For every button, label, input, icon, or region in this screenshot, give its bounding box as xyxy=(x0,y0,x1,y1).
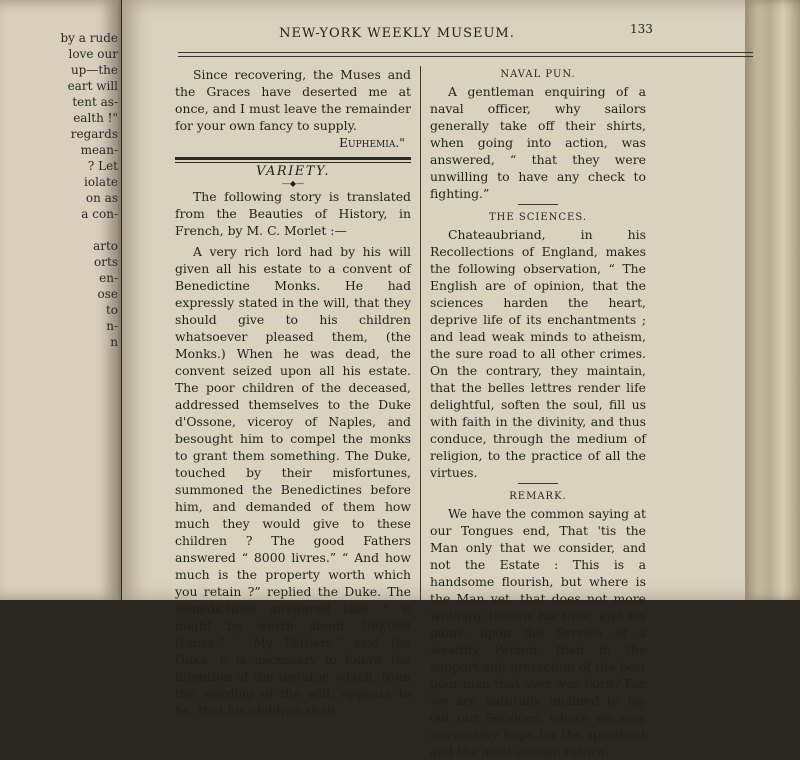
variety-heading: VARIETY. xyxy=(255,164,331,179)
fragment-line: n- xyxy=(106,319,118,333)
page-number: 133 xyxy=(630,22,653,36)
remark-text: We have the common saying at our Tongues end, That 'tis the Man only that we consider, and not the Estate : This is a handsome flourish, but where is the Man yet, that does not more willingly bestow his time, and his pains, upon the Service of a wealthy Person, than in the support and protection of the best poor man that ever was born? For we are naturally inclined to lay out our Services, where we may reasonably hope for the speediest and the most certain return. xyxy=(430,506,646,759)
fragment-line: ? Let xyxy=(87,159,118,173)
poem-signature: Euphemia." xyxy=(338,135,405,150)
fragment-line: by a rude xyxy=(60,31,118,45)
fragment-line: tent as- xyxy=(72,95,118,109)
fragment-line: eart will xyxy=(67,79,118,93)
fragment-line: to xyxy=(105,303,118,317)
story-body: A very rich lord had by his will given all his estate to a convent of Benedictine Monks. He had expressly stated in the will, that they should give to his children whatsoever pleased them, (the Monks.) When he was dead, the convent seized upon all his estate. The poor children of the deceased, addressed themselves to the Duke d'Ossone, viceroy of Naples, and besought him to compel the monks to grant them something. The Duke, touched by their misfortunes, summoned the Benedictines before him, and demanded of them how much they would give to these children ? The good Fathers answered “ 8000 livres.” “ And how much is the property worth which you retain ?” replied the Duke. The Benedictines answered that “ it might be worth about 100,000 francs.” “ My Fathers,” said the Duke, it is necessary to follow the intention of the testator, which, from the wording of the will, appears to be, that his children shall xyxy=(175,244,411,718)
right-column xyxy=(430,66,646,760)
fragment-line: up—the xyxy=(70,63,118,77)
fragment-line: regards xyxy=(70,127,118,141)
small-rule xyxy=(518,204,558,205)
naval-pun-heading: NAVAL PUN. xyxy=(500,69,576,80)
fragment-line: love our xyxy=(68,47,118,61)
story-intro: The following story is translated from the Beauties of History, in French, by M. C. Morlet :— xyxy=(175,189,411,238)
masthead-title: NEW-YORK WEEKLY MUSEUM. xyxy=(279,26,515,41)
naval-pun-text: A gentleman enquiring of a naval officer, why sailors generally take off their shirts, when going into action, was answered, “ that they were unwilling to have any check to fighting.” xyxy=(430,84,646,201)
header-rule-double xyxy=(178,56,753,57)
fragment-line: ealth !" xyxy=(73,111,118,125)
left-column xyxy=(175,66,411,719)
page-edge xyxy=(745,0,800,600)
fragment-line: on as xyxy=(85,191,118,205)
ornament-divider: —◆— xyxy=(281,179,305,188)
fragment-line: ose xyxy=(97,287,118,301)
small-rule xyxy=(518,483,558,484)
fragment-line: arto xyxy=(93,239,118,253)
header-rule xyxy=(178,52,753,53)
fragment-line: en- xyxy=(99,271,118,285)
fragment-line: a con- xyxy=(81,207,118,221)
fragment-line xyxy=(6,222,118,238)
sciences-text: Chateaubriand, in his Recollections of England, makes the following observation, “ The English are of opinion, that the sciences harden the heart, deprive life of its enchantments ; and lead weak minds to atheism, the sure road to all other crimes. On the contrary, they maintain, that the belles lettres render life delightful, soften the soul, fill us with faith in the divinity, and thus conduce, through the medium of religion, to the practice of all the virtues. xyxy=(430,227,646,480)
fragment-line: orts xyxy=(94,255,118,269)
fragment-line: n xyxy=(110,335,118,349)
previous-page xyxy=(0,0,121,600)
sciences-heading: THE SCIENCES. xyxy=(489,212,587,223)
previous-page-text xyxy=(6,30,118,350)
remark-heading: REMARK. xyxy=(509,491,567,502)
poem-ending: Since recovering, the Muses and the Graces have deserted me at once, and I must leave the remainder for your own fancy to supply. xyxy=(175,67,411,133)
column-divider xyxy=(420,66,421,600)
fragment-line: mean- xyxy=(80,143,118,157)
fragment-line: iolate xyxy=(84,175,118,189)
